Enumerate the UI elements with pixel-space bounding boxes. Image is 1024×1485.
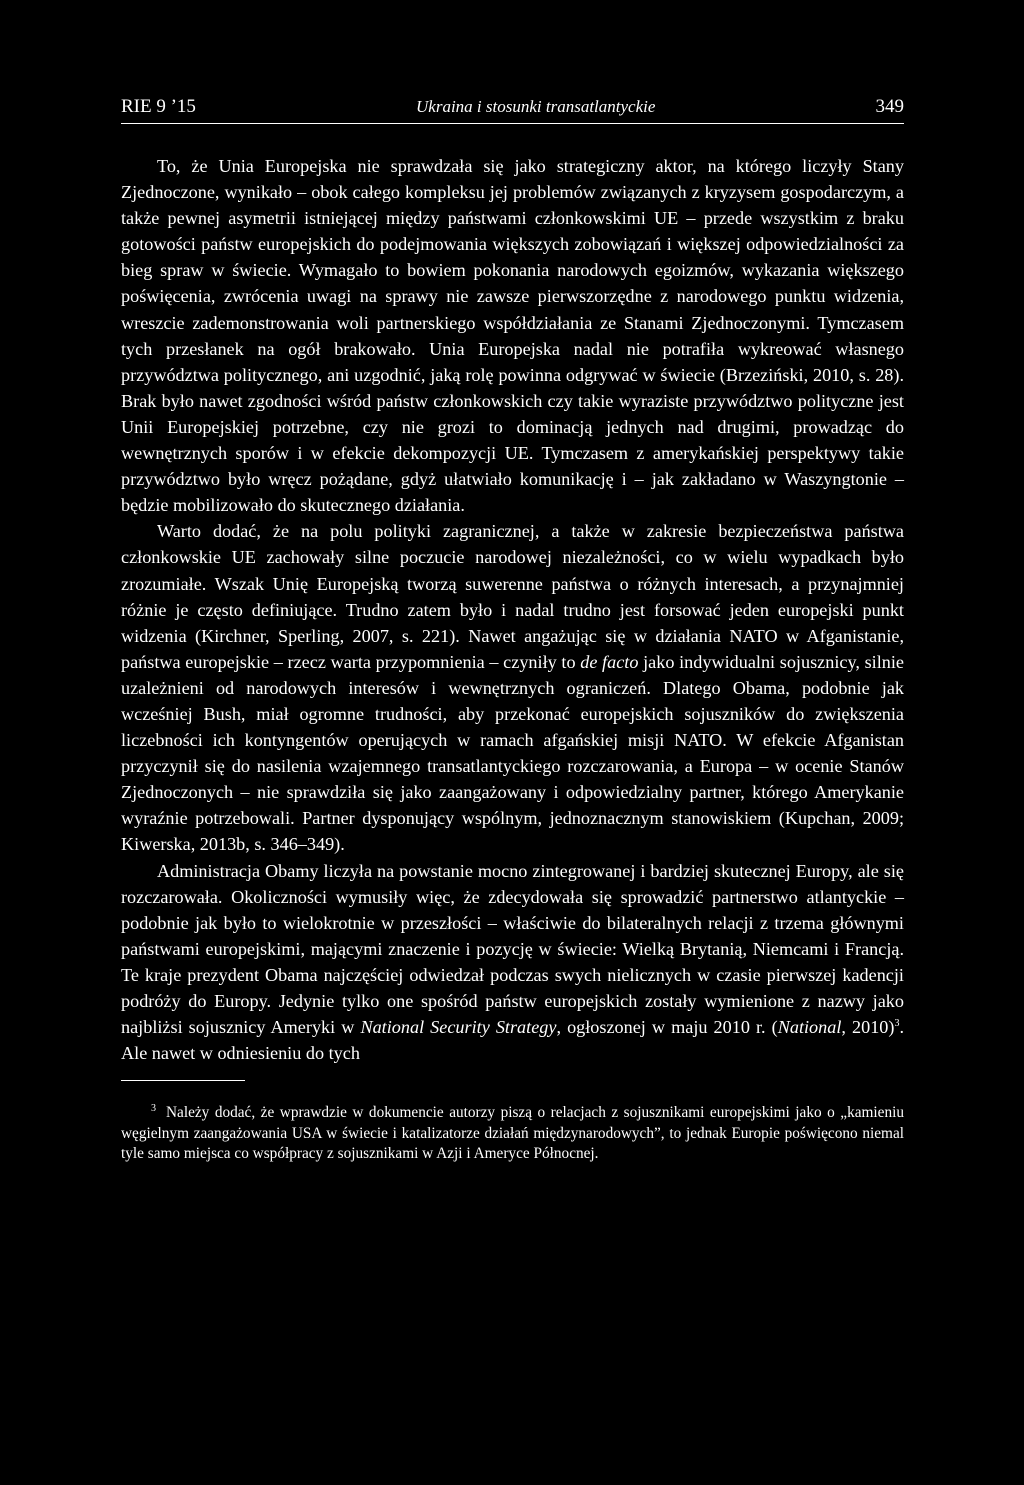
running-title: Ukraina i stosunki transatlantyckie (416, 97, 656, 116)
page-number: 349 (875, 96, 904, 117)
journal-label: RIE 9 ’15 (121, 96, 196, 117)
text-run: , 2010) (841, 1017, 895, 1038)
paragraph (121, 858, 904, 1067)
paragraph (121, 518, 904, 857)
text-run: Warto dodać, że na polu polityki zagranicznej, a także w zakresie bezpieczeństwa państwa członkowskie UE zachowały silne poczucie narodowej niezależności, co w wielu wypadkach było zrozumiałe. Wszak Unię Europejską tworzą suwerenne państwa o różnych interesach, a przynajmniej różnie je często definiujące. Trudno zatem było i nadal trudno jest forsować jeden europejski punkt widzenia (Kirchner, Sperling, 2007, s. 221). Nawet angażując się w działania NATO w Afganistanie, państwa europejskie – rzecz warta przypomnienia – czyniły to (121, 521, 904, 672)
footnote (121, 1103, 904, 1165)
footnote-ref: 3 (894, 1018, 900, 1030)
footnote-separator (121, 1080, 245, 1081)
footnote-number: 3 (151, 1103, 156, 1115)
text-run: , ogłoszonej w maju 2010 r. ( (556, 1017, 778, 1038)
text-run: . Ale nawet w odniesieniu do tych (121, 1017, 904, 1064)
text-run: To, że Unia Europejska nie sprawdzała się jako strategiczny aktor, na którego liczyły Stany Zjednoczone, wynikało – obok całego kompleksu jej problemów związanych z kryzysem gospodarczym, a także pewnej asymetrii istniejącej między państwami członkowskimi UE – przede wszystkim z braku gotowości państw europejskich do podejmowania większych zobowiązań i większej odpowiedzialności za bieg spraw w świecie. Wymagało to bowiem pokonania narodowych egoizmów, wykazania większego poświęcenia, zwrócenia uwagi na sprawy nie zawsze pierwszorzędne z narodowego punktu widzenia, wreszcie zademonstrowania woli partnerskiego współdziałania ze Stanami Zjednoczonymi. Tymczasem tych przesłanek na ogół brakowało. Unia Europejska nadal nie potrafiła wykreować własnego przywództwa politycznego, ani uzgodnić, jaką rolę powinna odgrywać w świecie (Brzeziński, 2010, s. 28). Brak było nawet zgodności wśród państw członkowskich czy takie wyraziste przywództwo polityczne jest Unii Europejskiej potrzebne, czy nie grozi to dominacją jednych nad drugimi, prowadząc do wewnętrznych sporów i w efekcie dekompozycji UE. Tymczasem z amerykańskiej perspektywy takie przywództwo było wręcz pożądane, gdyż ułatwiało komunikację i – jak zakładano w Waszyngtonie – będzie mobilizowało do skutecznego działania. (121, 156, 904, 516)
footnote-text: Należy dodać, że wprawdzie w dokumencie autorzy piszą o relacjach z sojusznikami europejskimi jako o „kamieniu węgielnym zaangażowania USA w świecie i katalizatorze działań międzynarodowych”, to jednak Europie poświęcono niemal tyle samo miejsca co współpracy z sojusznikami w Azji i Ameryce Północnej. (121, 1104, 904, 1163)
page (121, 96, 904, 1165)
body-text (121, 153, 904, 1066)
paragraph (121, 153, 904, 518)
text-run: jako indywidualni sojusznicy, silnie uzależnieni od narodowych interesów i wewnętrznych ograniczeń. Dlatego Obama, podobnie jak wcześniej Bush, miał ogromne trudności, aby przekonać europejskich sojuszników do zwiększenia liczebności ich kontyngentów operujących w ramach afgańskiej misji NATO. W efekcie Afganistan przyczynił się do nasilenia wzajemnego transatlantyckiego rozczarowania, a Europa – w ocenie Stanów Zjednoczonych – nie sprawdziła się jako zaangażowany i odpowiedzialny partner, którego Amerykanie wyraźnie potrzebowali. Partner dysponujący wspólnym, jednoznacznym stanowiskiem (Kupchan, 2009; Kiwerska, 2013b, s. 346–349). (121, 651, 904, 855)
text-run: Administracja Obamy liczyła na powstanie mocno zintegrowanej i bardziej skutecznej Europy, ale się rozczarowała. Okoliczności wymusiły więc, że zdecydowała się sprowadzić partnerstwo atlantyckie – podobnie jak było to wielokrotnie w przeszłości – właściwie do bilateralnych relacji z trzema głównymi państwami europejskimi, mającymi znaczenie i pozycję w świecie: Wielką Brytanią, Niemcami i Francją. Te kraje prezydent Obama najczęściej odwiedzał podczas swych nielicznych w czasie pierwszej kadencji podróży do Europy. Jedynie tylko one spośród państw europejskich zostały wymienione z nazwy jako najbliżsi sojusznicy Ameryki w (121, 860, 904, 1038)
italic-run: de facto (580, 651, 639, 672)
italic-run: National Security Strategy (360, 1017, 557, 1038)
italic-run: National (777, 1017, 842, 1038)
running-header (121, 96, 904, 124)
